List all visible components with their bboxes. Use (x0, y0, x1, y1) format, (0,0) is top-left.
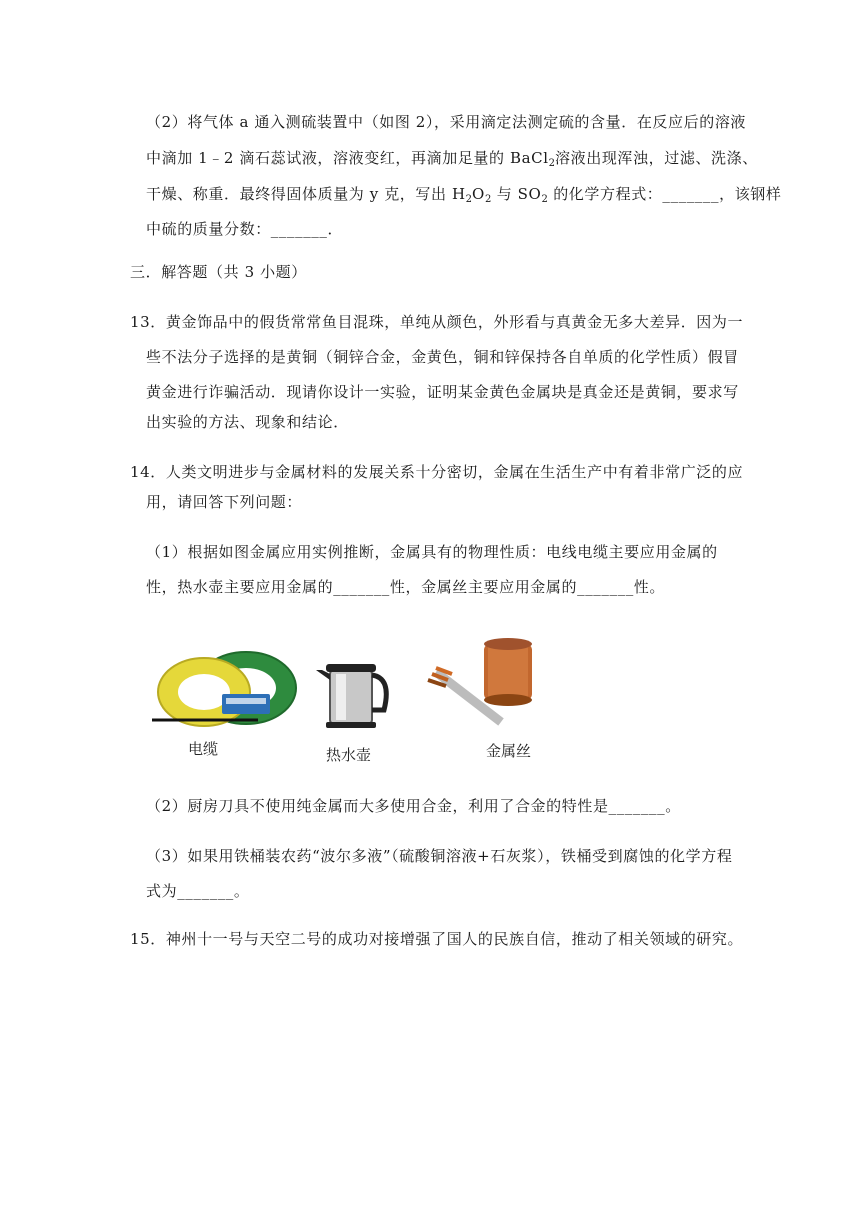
q14-part3-line2: 式为_______。 (146, 882, 250, 900)
section-heading: 三．解答题（共 3 小题） (130, 263, 307, 281)
q12-part2-line1: （2）将气体 a 通入测硫装置中（如图 2），采用滴定法测定硫的含量．在反应后的溶液 (146, 113, 747, 131)
q12-part2-line2 (146, 148, 758, 174)
q14-line1: 14．人类文明进步与金属材料的发展关系十分密切，金属在生活生产中有着非常广泛的应 (130, 463, 744, 481)
kettle-caption: 热水壶 (326, 746, 372, 764)
q13-line3: 黄金进行诈骗活动．现请你设计一实验，证明某金黄色金属块是真金还是黄铜，要求写 (146, 383, 739, 401)
q12-line3-text-d: 的化学方程式：_______，该钢样 (547, 185, 782, 203)
figure-illustration (146, 630, 746, 780)
q12-line2-subscript: 2 (548, 158, 556, 169)
q12-line2-text-a: 中滴加 1﹣2 滴石蕊试液，溶液变红，再滴加足量的 BaCl (146, 149, 549, 167)
q12-line3-sub1: 2 (465, 194, 473, 205)
q14-part3-line1: （3）如果用铁桶装农药“波尔多液”（硫酸铜溶液+石灰浆），铁桶受到腐蚀的化学方程 (146, 847, 733, 865)
q14-part2-line1: （2）厨房刀具不使用纯金属而大多使用合金，利用了合金的特性是_______。 (146, 797, 681, 815)
kettle-image (316, 664, 386, 728)
q12-line3-text-c: 与 SO (491, 185, 542, 203)
q13-line1: 13．黄金饰品中的假货常常鱼目混珠，单纯从颜色，外形看与真黄金无多大差异．因为一 (130, 313, 744, 331)
q12-line3-sub2: 2 (484, 194, 492, 205)
metal-applications-figure (146, 630, 746, 780)
q13-line4: 出实验的方法、现象和结论． (146, 413, 349, 431)
q12-line2-text-b: 溶液出现浑浊，过滤、洗涤、 (555, 149, 758, 167)
wire-caption: 金属丝 (486, 742, 532, 760)
q12-part2-line3 (146, 184, 782, 210)
q14-part1-line1: （1）根据如图金属应用实例推断，金属具有的物理性质：电线电缆主要应用金属的 (146, 543, 718, 561)
q13-line2: 些不法分子选择的是黄铜（铜锌合金，金黄色，铜和锌保持各自单质的化学性质）假冒 (146, 348, 739, 366)
q12-line3-text-a: 干燥、称重．最终得固体质量为 y 克，写出 H (146, 185, 466, 203)
q15-line1: 15．神州十一号与天空二号的成功对接增强了国人的民族自信，推动了相关领域的研究。 (130, 930, 744, 948)
q12-line3-sub3: 2 (541, 194, 548, 205)
metal-wire-image (428, 638, 532, 722)
q14-part1-line2: 性，热水壶主要应用金属的_______性，金属丝主要应用金属的_______性。 (146, 578, 666, 596)
cable-coil-image (152, 652, 296, 726)
q12-part2-line4: 中硫的质量分数：_______． (146, 220, 344, 238)
cable-caption: 电缆 (188, 740, 219, 758)
q12-line3-text-b: O (472, 185, 485, 203)
q14-line2: 用，请回答下列问题： (146, 493, 303, 511)
